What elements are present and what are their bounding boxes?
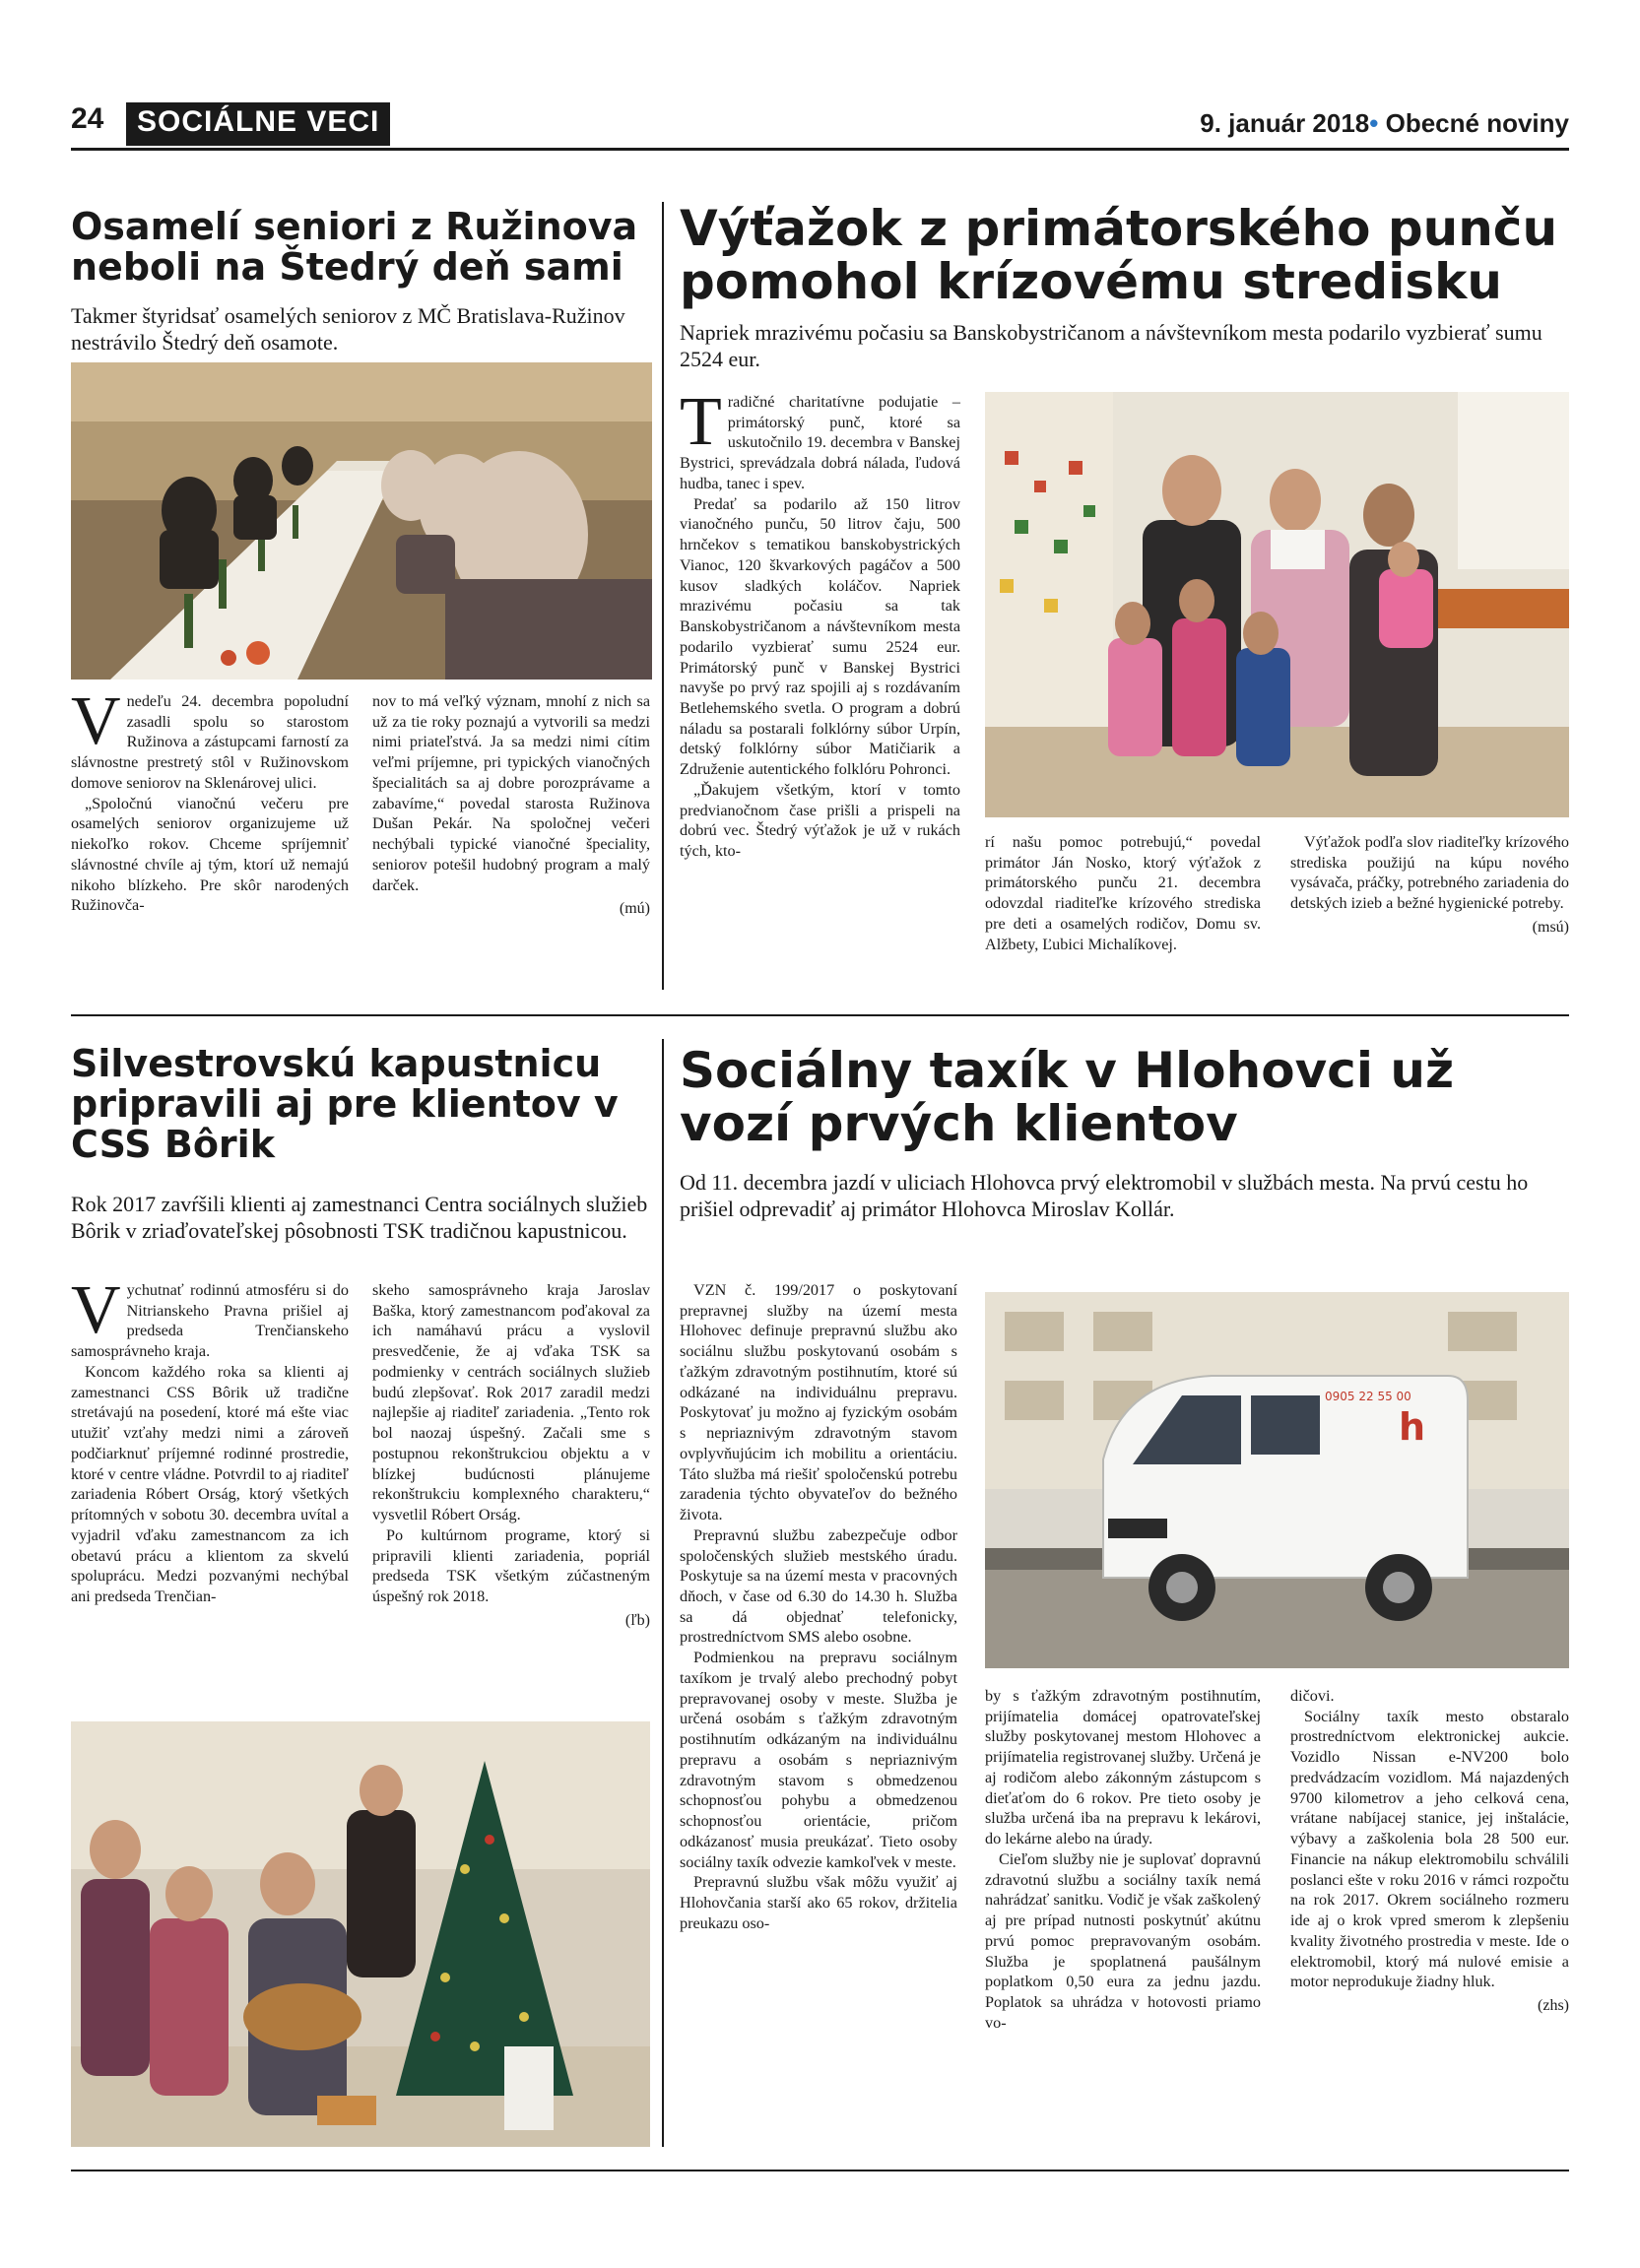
paragraph: Cieľom služby nie je suplovať dopravnú zdravotnú službu a sociálny taxík nemá nahrádzať sanitku. Vodič je však zaškolený aj pre prípad nutnosti poskytnúť akútnu prvú pomoc prepravovaným osobám. Služba je spoplatnená paušálnym poplatkom 0,50 eura za jednu jazdu. Poplatok sa uhrádza v hotovosti priamo vo-	[985, 1849, 1261, 2032]
article-deck: Od 11. decembra jazdí v uliciach Hlohovca prvý elektromobil v službách mesta. Na prvú cestu ho prišiel odprevadiť aj primátor Hlohovca Miroslav Kollár.	[680, 1170, 1529, 1221]
photo-donation-handover	[985, 392, 1569, 817]
article-column-2	[372, 1280, 650, 1631]
paragraph: Výťažok podľa slov riaditeľky krízového strediska použijú na kúpu nového vysávača, práčky, potrebného zariadenia do detských izieb a bežné hygienické potreby.	[1290, 833, 1569, 913]
article-title: Sociálny taxík v Hlohovci už vozí prvých klientov	[680, 1042, 1455, 1152]
paragraph: skeho samosprávneho kraja Jaroslav Baška, ktorý zamestnancom poďakoval za ich namáhavú prácu a vyslovil presvedčenie, že aj vďaka TSK sa podmienky v centrách sociálnych služieb budú zlepšovať. Rok 2017 zaradil medzi najlepšie aj riaditeľ zariadenia. „Tento rok bol naozaj úspešný. Začali sme s postupnou rekonštrukciou objektu a v blízkej budúcnosti plánujeme rekonštrukciu komplexného charakteru,“ vysvetlil Róbert Orság.	[372, 1281, 650, 1524]
article-column-1	[680, 384, 960, 862]
paragraph: Sociálny taxík mesto obstaralo prostredníctvom elektronickej aukcie. Vozidlo Nissan e-NV200 bolo predvádzacím vozidlom. Má najazdených 9700 kilometrov a jeho celková cena, vrátane nabíjacej stanice, jej inštalácie, výbavy a zaškolenia bola 28 500 eur. Financie na nákup elektromobilu schválili poslanci ešte v roku 2016 v rámci rozpočtu na rok 2017. Okrem sociálneho rozmeru ide aj o krok vpred smerom k zlepšeniu kvality životného prostredia v meste. Ide o elektromobil, ktorý má nulové emisie a motor neprodukuje žiadny hluk.	[1290, 1707, 1569, 1991]
issue-date: 9. január 2018	[1200, 108, 1370, 138]
drop-cap: V	[71, 1272, 121, 1348]
masthead-right	[1200, 108, 1569, 139]
paragraph: Koncom každého roka sa klienti aj zamestnanci CSS Bôrik už tradične stretávajú na posedení, ktoré má ešte viac utužiť vzťahy medzi nimi a zároveň podčiarknuť príjemné rodinné prostredie, ktoré v centre vládne. Potvrdil to aj riaditeľ zariadenia Róbert Orság, ktorý všetkých prítomných v sobotu 30. decembra uvítal a vyjadril vďaku zamestnancom za ich obetavú prácu a klientom za skvelú spoluprácu. Medzi pozvanými nechýbal ani predseda Trenčian-	[71, 1362, 349, 1606]
article-deck: Rok 2017 zavŕšili klienti aj zamestnanci Centra sociálnych služieb Bôrik v zriaďovateľskej pôsobnosti TSK tradičnou kapustnicou.	[71, 1192, 648, 1243]
paragraph: dičovi.	[1290, 1687, 1335, 1705]
article-deck: Napriek mrazivému počasiu sa Banskobystričanom a návštevníkom mesta podarilo vyzbierať sumu 2524 eur.	[680, 320, 1542, 371]
paragraph: nov to má veľký význam, mnohí z nich sa už za tie roky poznajú a vytvorili sa medzi nimi priateľstvá. Ja sa medzi nimi cítim veľmi príjemne, pri typických vianočných špecialitách sa aj dobre porozprávame a zabavíme,“ povedal starosta Ružinova Dušan Pekár. Na spoločnej večeri nechýbali typické vianočné špeciality, seniorov potešil hudobný program a malý darček.	[372, 692, 650, 894]
paragraph: ychutnať rodinnú atmosféru si do Nitrianskeho Pravna prišiel aj predseda Trenčianskeho samosprávneho kraja.	[71, 1281, 349, 1361]
author-signature: (msú)	[1532, 918, 1569, 936]
paragraph: by s ťažkým zdravotným postihnutím, prijímatelia domácej opatrovateľskej služby poskytovanej mestom Hlohovec a prijímatelia registrovanej služby. Určená je aj rodičom alebo zákonným zástupcom s dieťaťom do 6 rokov. Pre tieto osoby je služba určená iba na prepravu k lekárovi, do lekárne alebo na úrady.	[985, 1687, 1261, 1848]
article-column-3	[1290, 1686, 1569, 2016]
separator-bullet: •	[1369, 108, 1379, 138]
paragraph: nedeľu 24. decembra popoludní zasadli spolu so starostom Ružinova a zástupcami farností za slávnostne prestretý stôl v Ružinovskom domove seniorov na Sklenárovej ulici.	[71, 692, 349, 792]
article-column-2	[985, 1686, 1261, 2033]
article-column-1	[71, 683, 349, 916]
drop-cap: V	[71, 683, 121, 759]
author-signature: (zhs)	[1538, 1997, 1569, 2015]
drop-cap: T	[680, 384, 722, 460]
article-column-1	[71, 1272, 349, 1607]
bottom-rule	[71, 2170, 1569, 2171]
paragraph: Prepravnú službu zabezpečuje odbor spoločenských služieb mestského úradu. Poskytuje sa na území mesta v pracovných dňoch, v čase od 6.30 do 14.30 h. Služba sa dá objednať telefonicky, prostredníctvom SMS alebo osobne.	[680, 1525, 957, 1647]
paper-name: Obecné noviny	[1385, 108, 1569, 138]
article-column-2	[372, 691, 650, 920]
author-signature: (mú)	[619, 900, 650, 918]
article-title: Osamelí seniori z Ružinova neboli na Štedrý deň sami	[71, 205, 638, 290]
paragraph: Prepravnú službu však môžu využiť aj Hlohovčania starší ako 65 rokov, držitelia preukazu oso-	[680, 1873, 957, 1932]
article-column-1	[680, 1280, 957, 1934]
van-logo: h	[1399, 1405, 1426, 1449]
photo-seniors-dinner	[71, 362, 652, 680]
photo-new-year-party	[71, 1721, 650, 2147]
section-divider	[71, 1014, 1569, 1016]
paragraph: Predať sa podarilo až 150 litrov vianočného punču, 50 litrov čaju, 500 hrnčekov s tematikou banskobystrických Vianoc, 120 škvarkových pagáčov a 500 kusov sladkých koláčov. Napriek mrazivému počasiu sa tak Banskobystričanom a návštevníkom mesta podarilo vyzbierať sumu 2524 eur. Primátorský punč v Banskej Bystrici navyše po prvý raz spojili aj s rozdávaním Betlehemského svetla. O program a dobrú náladu sa postarali folklórny súbor Urpín, detský folklórny súbor Matičiarik a Združenie autentického folklóru Pohronci.	[680, 494, 960, 779]
article-deck: Takmer štyridsať osamelých seniorov z MČ Bratislava-Ružinov nestrávilo Štedrý deň osamote.	[71, 303, 625, 355]
paragraph: „Spoločnú vianočnú večeru pre osamelých seniorov organizujeme už niekoľko rokov. Chceme spríjemniť slávnostné chvíle aj tým, ktorí už nemajú nikoho blízkeho. Pre skôr narodených Ružinovča-	[71, 794, 349, 915]
paragraph: „Ďakujem všetkým, ktorí v tomto predvianočnom čase prišli a prispeli na dobrú vec. Štedrý výťažok je už v rukách tých, kto-	[680, 780, 960, 861]
paragraph: rí našu pomoc potrebujú,“ povedal primátor Ján Nosko, ktorý výťažok z primátorského punču 21. decembra odovzdal riaditeľke krízového strediska pre deti a osamelých rodičov, Domu sv. Alžbety, Ľubici Michalíkovej.	[985, 833, 1261, 953]
paragraph: Podmienkou na prepravu sociálnym taxíkom je trvalý alebo prechodný pobyt prepravovanej osoby v meste. Služba je určená osobám s ťažkým zdravotným postihnutím odkázaným na individuálnu prepravu a osobám s nepriaznivým zdravotným stavom s obmedzenou schopnosťou pohybu a obmedzenou schopnosťou orientácie, pričom odkázanosť musia preukázať. Tieto osoby sociálny taxík odvezie kamkoľvek v meste.	[680, 1649, 957, 1871]
column-divider-bottom	[662, 1039, 664, 2147]
article-title: Silvestrovskú kapustnicu pripravili aj pre klientov v CSS Bôrik	[71, 1042, 619, 1167]
photo-electric-taxi	[985, 1292, 1569, 1668]
article-title: Výťažok z primátorského punču pomohol krízovému stredisku	[680, 200, 1558, 310]
author-signature: (ľb)	[624, 1611, 650, 1629]
paragraph: Po kultúrnom programe, ktorý si pripravili klienti zariadenia, popriál predseda TSK všetkým zúčastneným úspešný rok 2018.	[372, 1525, 650, 1606]
section-label: SOCIÁLNE VECI	[126, 102, 390, 146]
header-rule	[71, 148, 1569, 151]
page-number: 24	[71, 102, 104, 135]
column-divider-top	[662, 202, 664, 990]
article-column-2	[985, 832, 1261, 954]
paragraph: radičné charitatívne podujatie – primátorský punč, ktoré sa uskutočnilo 19. decembra v Banskej Bystrici, sprevádzala dobrá nálada, ľudová hudba, tanec i spev.	[680, 393, 960, 492]
paragraph: VZN č. 199/2017 o poskytovaní prepravnej služby na území mesta Hlohovec definuje prepravnú službu ako sociálnu službu poskytovanú osobám s ťažkým zdravotným postihnutím, ktoré sú odkázané na individuálnu prepravu. Poskytovať ju možno aj fyzickým osobám s nepriaznivým zdravotným stavom ovplyvňujúcim ich mobilitu a orientáciu. Táto služba má riešiť spoločenskú potrebu zaradenia týchto obyvateľov do bežného života.	[680, 1281, 957, 1524]
article-column-3	[1290, 832, 1569, 938]
van-phone: 0905 22 55 00	[1325, 1390, 1411, 1403]
